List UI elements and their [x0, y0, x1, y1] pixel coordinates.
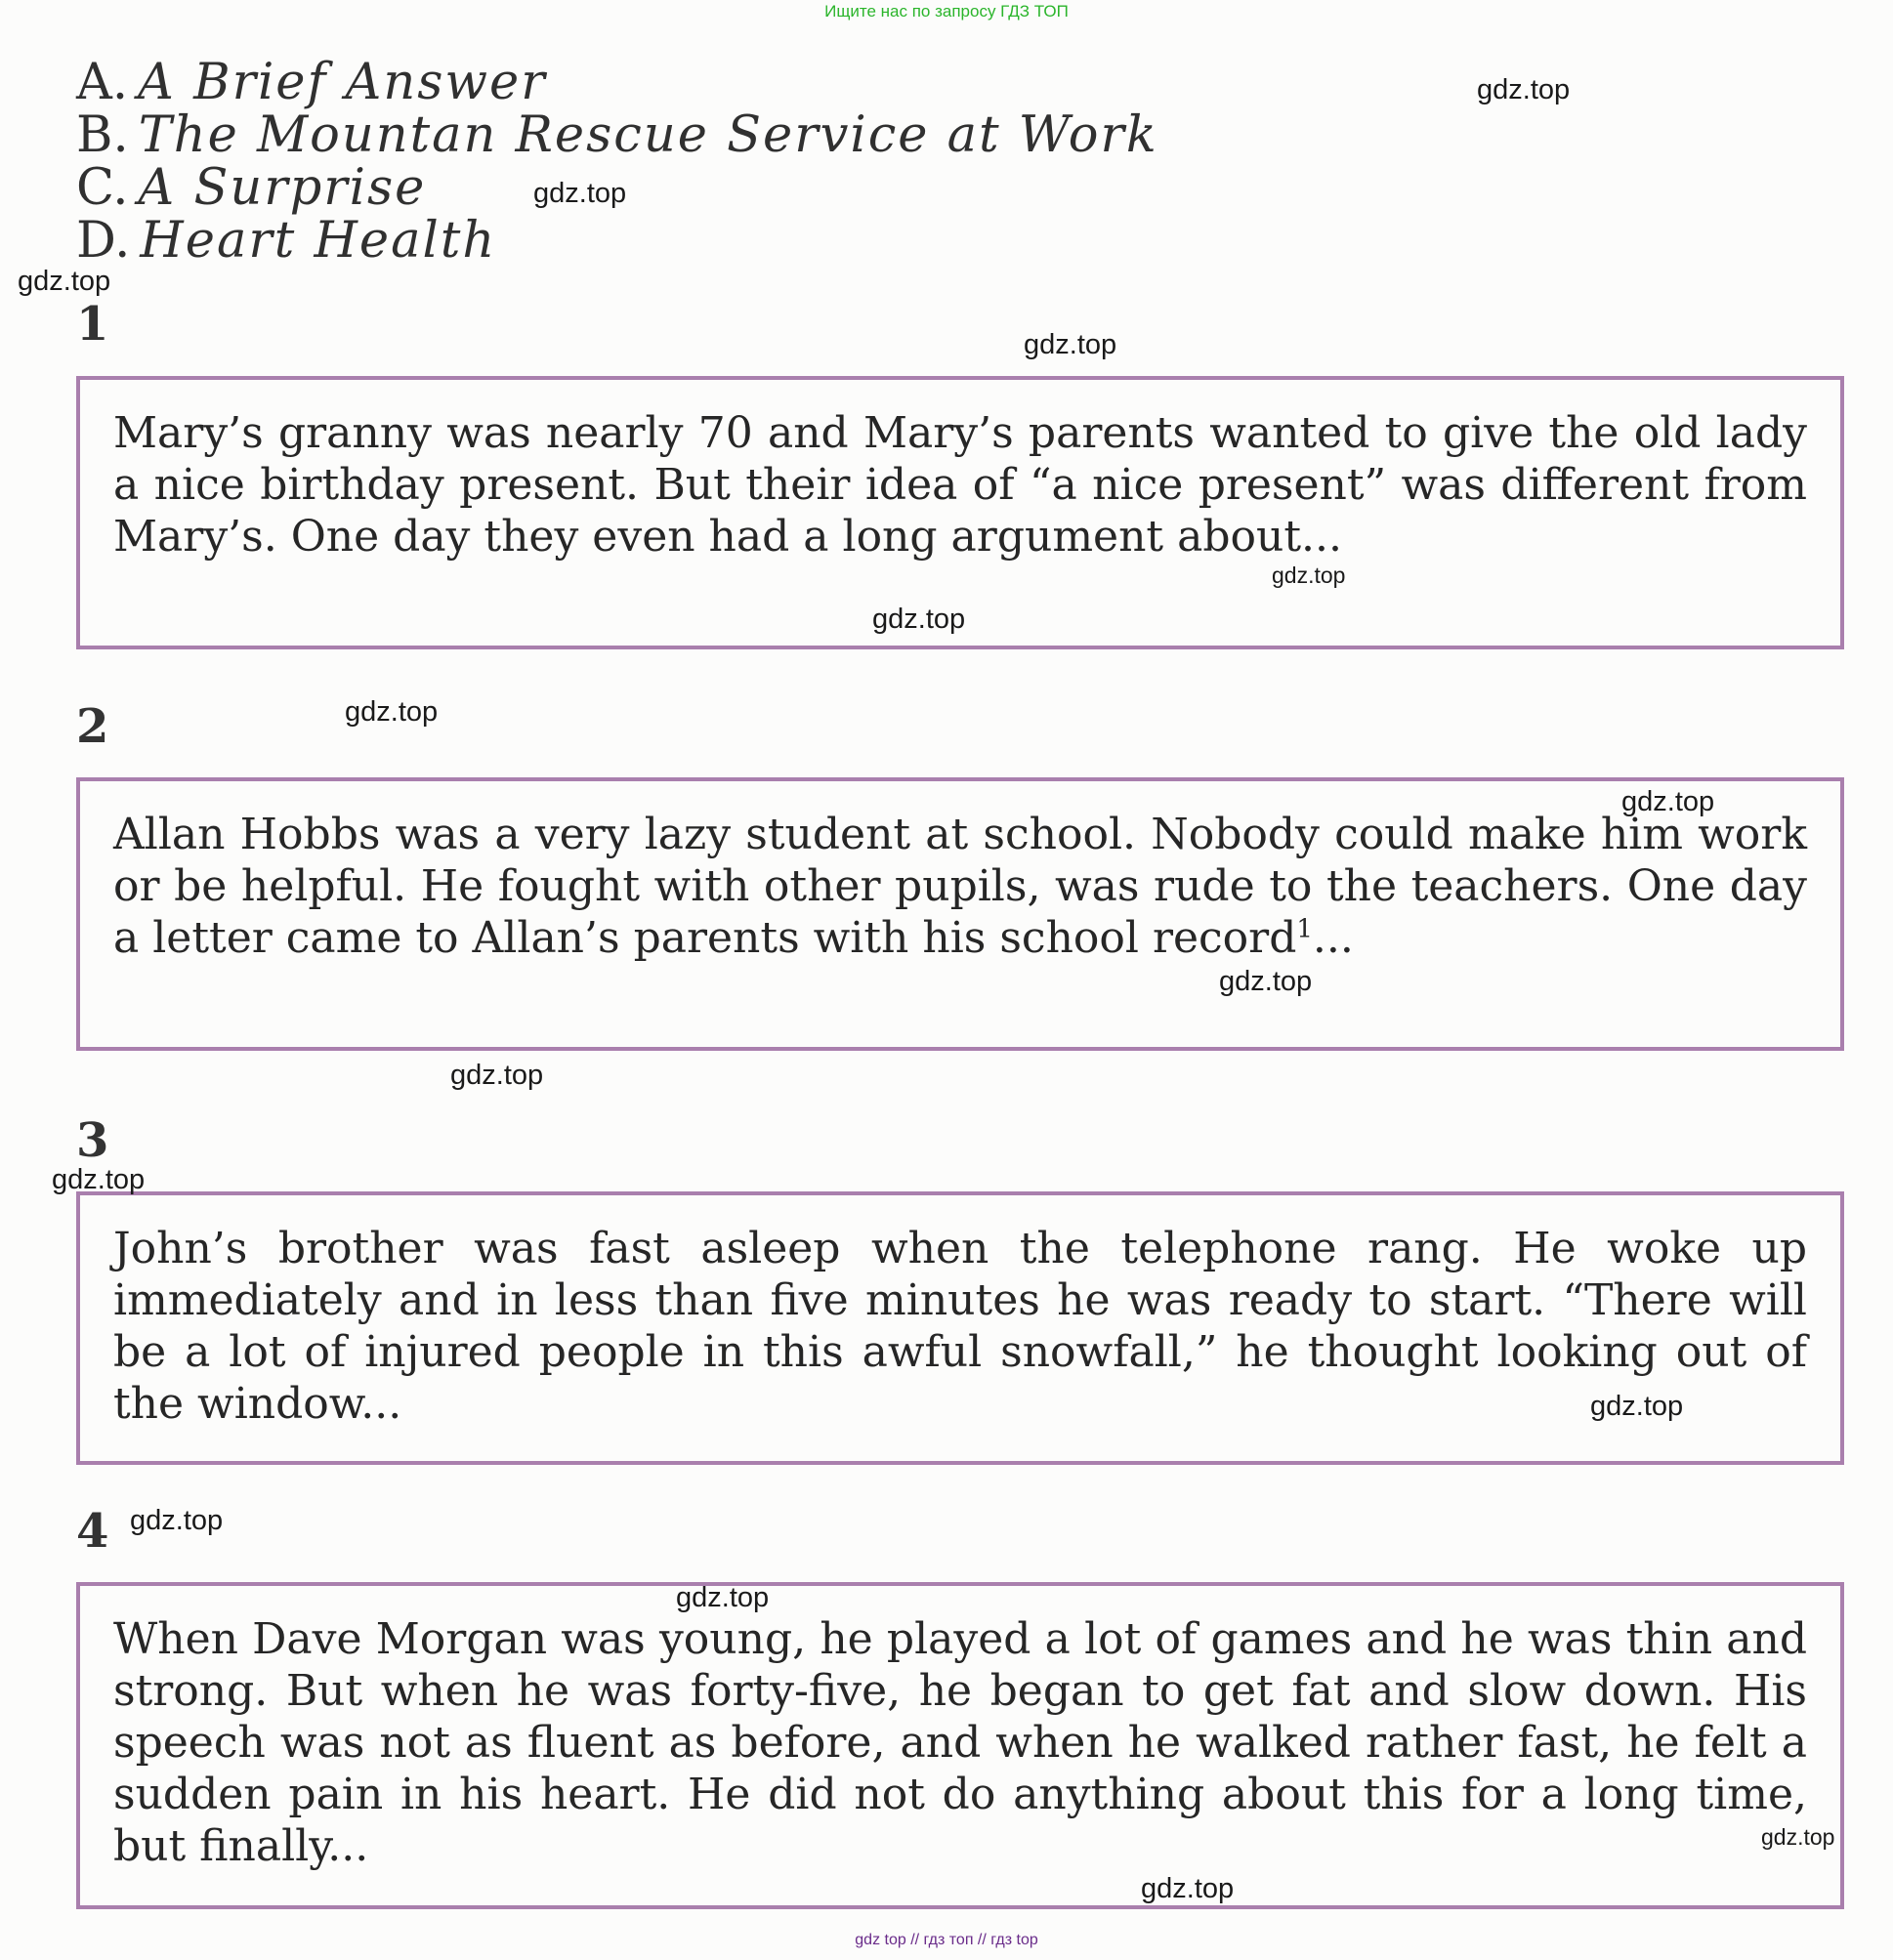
passage-text-2-ellipsis: ... [1312, 913, 1354, 963]
heading-option-d [76, 212, 1158, 270]
watermark: gdz.top [1272, 563, 1346, 588]
watermark: gdz.top [872, 604, 966, 635]
watermark: gdz.top [1761, 1824, 1835, 1850]
watermark: gdz.top [533, 178, 627, 209]
option-title: A Brief Answer [138, 54, 547, 111]
passage-number-3: 3 [76, 1113, 109, 1168]
watermark: gdz.top [1477, 74, 1571, 105]
passage-text-2 [113, 809, 1807, 964]
option-title: The Mountan Rescue Service at Work [138, 106, 1158, 164]
passage-box-3 [76, 1191, 1844, 1465]
watermark: gdz.top [345, 696, 439, 728]
watermark: gdz.top [450, 1060, 544, 1091]
heading-options-list [76, 54, 1158, 270]
watermark: gdz.top [130, 1505, 224, 1536]
watermark: gdz.top [1621, 786, 1715, 817]
passage-number-1: 1 [76, 297, 109, 352]
option-title: Heart Health [140, 212, 497, 270]
heading-option-b [76, 106, 1158, 164]
passage-text-1: Mary’s granny was nearly 70 and Mary’s parents wanted to give the old lady a nice birthday present. But their idea of “a nice present” was different from Mary’s. One day they even had a long argument about... [113, 408, 1807, 562]
watermark: gdz.top [1024, 329, 1117, 360]
footer-banner: gdz top // гдз топ // гдз top [855, 1932, 1038, 1948]
watermark: gdz.top [1590, 1391, 1684, 1422]
watermark: gdz.top [52, 1164, 146, 1195]
passage-text-2-main: Allan Hobbs was a very lazy student at school. Nobody could make him work or be helpful. He fought with other pupils, was rude to the teachers. One day a letter came to Allan’s parents with his school record [113, 810, 1807, 963]
watermark: gdz.top [18, 266, 111, 297]
footnote-marker: 1 [1296, 914, 1313, 944]
watermark: gdz.top [1219, 966, 1313, 997]
option-letter: C. [76, 159, 129, 217]
passage-text-4: When Dave Morgan was young, he played a lot of games and he was thin and strong. But when he was forty-five, he began to get fat and slow down. His speech was not as fluent as before, and when he walked rather fast, he felt a sudden pain in his heart. He did not do anything about this for a long time, but finally... [113, 1614, 1807, 1871]
passage-box-2 [76, 777, 1844, 1051]
heading-option-a [76, 54, 1158, 111]
watermark: gdz.top [676, 1582, 770, 1613]
option-letter: A. [76, 54, 129, 111]
passage-box-4 [76, 1582, 1844, 1909]
option-letter: B. [76, 106, 129, 164]
option-letter: D. [76, 212, 131, 270]
option-title: A Surprise [138, 159, 427, 217]
passage-number-4: 4 [76, 1504, 109, 1559]
passage-text-3: John’s brother was fast asleep when the telephone rang. He woke up immediately and in less than five minutes he was ready to start. “There will be a lot of injured people in this awful snowfall,” he thought looking out of the window... [113, 1224, 1807, 1429]
watermark: gdz.top [1141, 1873, 1235, 1904]
passage-number-2: 2 [76, 699, 109, 754]
header-banner: Ищите нас по запросу ГДЗ ТОП [824, 2, 1069, 21]
